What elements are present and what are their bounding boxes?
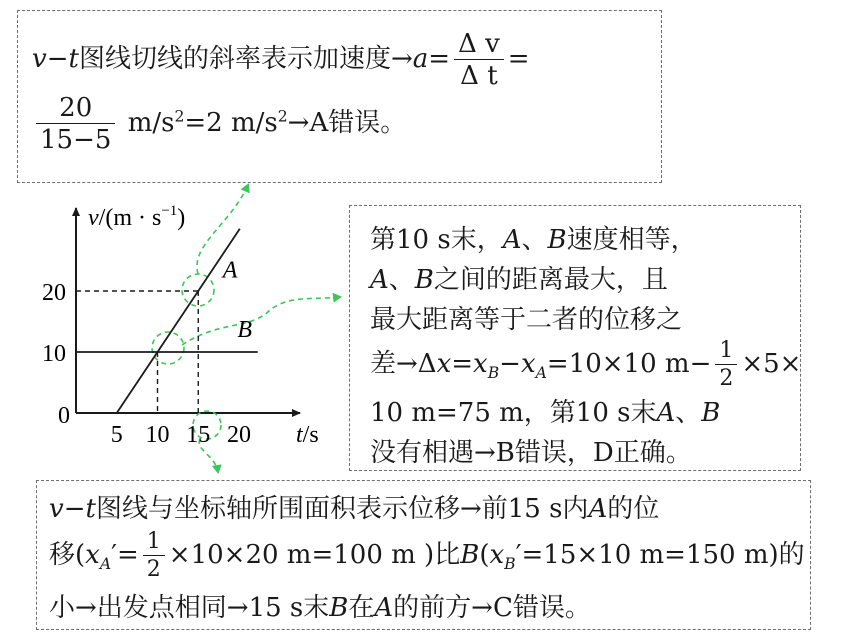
prime: ′ <box>111 540 117 570</box>
x-symbol: x <box>436 349 452 379</box>
object-b: B <box>701 398 721 429</box>
object-b: B <box>547 225 567 255</box>
unit: m/s <box>127 108 175 138</box>
text: ( <box>479 540 490 570</box>
object-a: A <box>502 225 522 255</box>
y-axis-label-exponent: −1 <box>161 203 178 219</box>
y-tick-label-20: 20 <box>42 280 66 306</box>
frac-denominator: 2 <box>146 557 161 582</box>
x-symbol: x <box>520 349 536 379</box>
unit-exponent: 2 <box>277 107 288 126</box>
subscript-a: A <box>535 364 547 383</box>
text: 差→Δ <box>370 349 437 379</box>
text: ×10×20 m=100 m )比 <box>168 540 461 570</box>
x-axis-label <box>296 422 319 448</box>
v-symbol: v <box>49 494 64 524</box>
t-symbol: t <box>68 44 79 74</box>
minus: − <box>499 349 521 379</box>
prime: ′ <box>515 540 522 570</box>
text: 的前方→C错误。 <box>393 593 591 624</box>
frac-numerator: 20 <box>36 95 115 124</box>
x-symbol: x <box>473 349 488 379</box>
x-tick-label-20: 20 <box>227 422 251 448</box>
text: 速度相等， <box>566 225 697 255</box>
object-b: B <box>414 265 434 295</box>
distance-line-6: 没有相遇→B错误，D正确。 <box>370 438 692 469</box>
object-a: A <box>656 398 676 429</box>
text: 第10 s末， <box>370 225 503 255</box>
object-a: A <box>374 593 394 624</box>
text: 10 m=75 m，第10 s末 <box>370 398 657 429</box>
equals-sign: = <box>117 540 139 570</box>
text: 在 <box>348 593 375 624</box>
text: 的位 <box>607 494 660 524</box>
object-a: A <box>588 494 608 524</box>
object-b: B <box>329 593 349 624</box>
text: 、 <box>675 398 702 429</box>
y-axis-label <box>88 203 185 231</box>
frac-denominator: 2 <box>719 366 734 391</box>
equals-sign: = <box>507 44 530 74</box>
series-line-A <box>117 229 240 413</box>
series-label-A: A <box>222 257 238 284</box>
arrow-to-right-box <box>182 297 340 345</box>
result: =2 m/s <box>184 108 278 138</box>
series-label-B: B <box>237 316 253 343</box>
frac-numerator: 1 <box>143 531 165 556</box>
equals-sign: = <box>451 349 474 379</box>
text: 移( <box>49 540 86 570</box>
x-symbol: x <box>489 540 505 570</box>
y-axis-label-symbol: v <box>88 205 99 231</box>
origin-label: 0 <box>58 403 70 429</box>
text: =15×10 m=150 m)的 <box>521 540 805 570</box>
x-axis-label-symbol: t <box>296 422 303 448</box>
x-tick-label-15: 15 <box>186 422 211 448</box>
frac-denominator: Δ t <box>460 61 498 91</box>
t-symbol: t <box>85 494 96 524</box>
a-symbol: a <box>412 44 429 74</box>
text: ×5× <box>741 349 802 379</box>
dash: − <box>63 494 86 524</box>
y-axis-label-close: ) <box>177 205 186 231</box>
text: =10×10 m− <box>546 349 712 379</box>
frac-denominator: 15−5 <box>40 125 112 155</box>
text: 、 <box>521 225 548 255</box>
chart-marks <box>42 229 258 448</box>
x-axis-label-unit: /s <box>302 422 319 448</box>
distance-line-3: 最大距离等于二者的位移之 <box>370 305 683 335</box>
equals-sign: = <box>428 44 451 74</box>
y-tick-label-10: 10 <box>42 341 66 367</box>
y-axis-label-unit: /(m · s <box>98 205 162 231</box>
unit-exponent: 2 <box>174 107 185 126</box>
frac-numerator: 1 <box>715 340 737 365</box>
text: 图线与坐标轴所围面积表示位移→前15 s内 <box>95 494 589 524</box>
conclusion-a: →A错误。 <box>287 108 407 138</box>
dash: − <box>46 44 69 74</box>
subscript-b: B <box>504 555 516 574</box>
x-symbol: x <box>85 540 100 570</box>
slope-text: 图线切线的斜率表示加速度→ <box>78 44 413 74</box>
object-a: A <box>370 265 389 295</box>
text: 小→出发点相同→15 s末 <box>49 593 330 624</box>
subscript-b: B <box>487 364 500 383</box>
x-tick-label-5: 5 <box>110 422 123 448</box>
subscript-a: A <box>99 555 112 574</box>
v-symbol: v <box>32 44 47 74</box>
x-tick-label-10: 10 <box>145 422 170 448</box>
text: 、 <box>388 265 415 295</box>
object-b: B <box>460 540 480 570</box>
text: 之间的距离最大，且 <box>433 265 668 295</box>
frac-numerator: Δ v <box>454 31 504 60</box>
